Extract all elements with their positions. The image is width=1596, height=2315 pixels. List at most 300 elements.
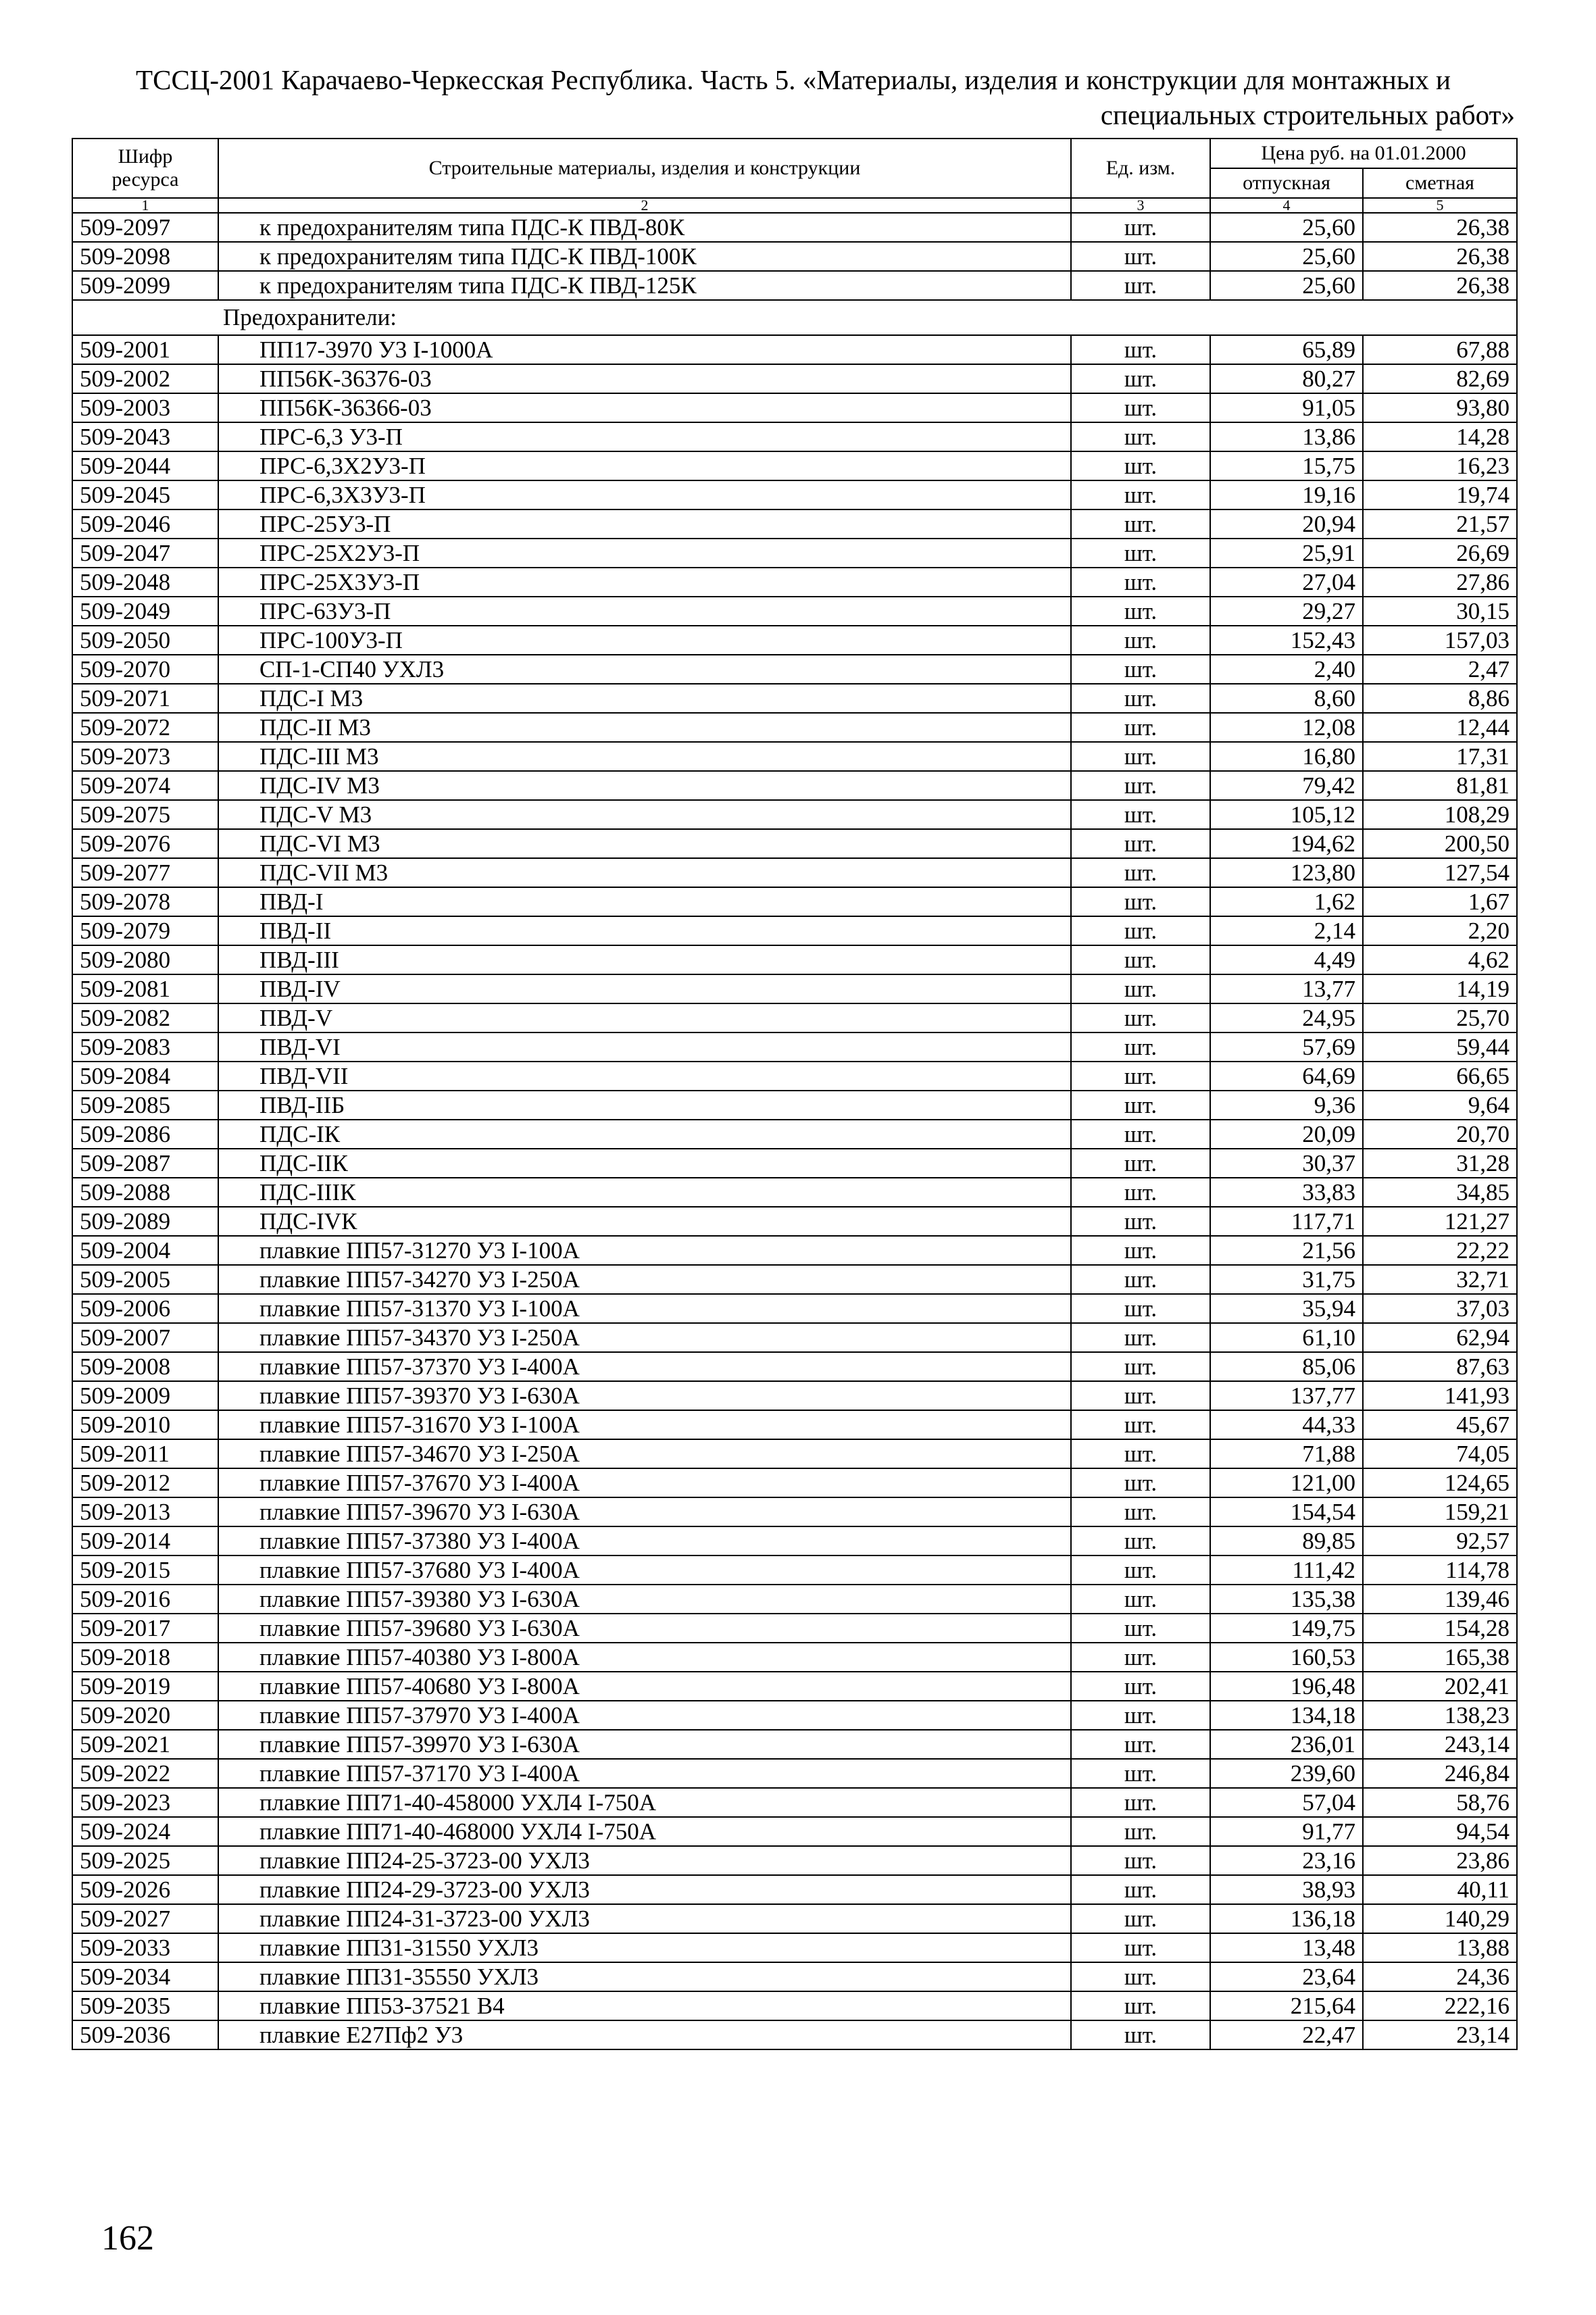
item-unit: шт.	[1071, 887, 1210, 916]
resource-code: 509-2074	[72, 771, 218, 800]
item-name: плавкие ПП57-39680 У3 I-630А	[218, 1614, 1071, 1643]
price-estimate: 16,23	[1363, 451, 1517, 480]
header-name: Строительные материалы, изделия и конструкции	[218, 139, 1071, 198]
item-name: плавкие ПП57-34270 У3 I-250А	[218, 1265, 1071, 1294]
item-unit: шт.	[1071, 1265, 1210, 1294]
table-row	[72, 1410, 1517, 1439]
item-unit: шт.	[1071, 1062, 1210, 1091]
price-release: 25,60	[1210, 213, 1363, 242]
price-estimate: 20,70	[1363, 1120, 1517, 1149]
item-unit: шт.	[1071, 568, 1210, 597]
table-row	[72, 800, 1517, 829]
price-release: 21,56	[1210, 1236, 1363, 1265]
item-unit: шт.	[1071, 1991, 1210, 2020]
item-name: к предохранителям типа ПДС-К ПВД-80К	[218, 213, 1071, 242]
price-release: 196,48	[1210, 1672, 1363, 1701]
price-release: 57,04	[1210, 1788, 1363, 1817]
resource-code: 509-2005	[72, 1265, 218, 1294]
price-estimate: 45,67	[1363, 1410, 1517, 1439]
price-release: 194,62	[1210, 829, 1363, 858]
resource-code: 509-2019	[72, 1672, 218, 1701]
price-release: 123,80	[1210, 858, 1363, 887]
price-release: 135,38	[1210, 1585, 1363, 1614]
price-release: 24,95	[1210, 1003, 1363, 1032]
price-estimate: 222,16	[1363, 1991, 1517, 2020]
table-row	[72, 509, 1517, 539]
resource-code: 509-2006	[72, 1294, 218, 1323]
table-row	[72, 1178, 1517, 1207]
item-unit: шт.	[1071, 364, 1210, 393]
item-name: ПДС-IVК	[218, 1207, 1071, 1236]
item-unit: шт.	[1071, 1672, 1210, 1701]
table-row	[72, 1003, 1517, 1032]
resource-code: 509-2013	[72, 1497, 218, 1526]
item-name: плавкие ПП57-37670 У3 I-400А	[218, 1468, 1071, 1497]
resource-code: 509-2001	[72, 335, 218, 364]
item-name: ПДС-III М3	[218, 742, 1071, 771]
column-number: 1	[72, 198, 218, 213]
item-name: плавкие ПП24-25-3723-00 УХЛ3	[218, 1846, 1071, 1875]
item-unit: шт.	[1071, 1178, 1210, 1207]
item-name: плавкие ПП57-39370 У3 I-630А	[218, 1381, 1071, 1410]
item-name: плавкие ПП57-34670 У3 I-250А	[218, 1439, 1071, 1468]
table-row	[72, 1846, 1517, 1875]
table-row	[72, 829, 1517, 858]
table-row	[72, 1381, 1517, 1410]
price-estimate: 26,38	[1363, 242, 1517, 271]
price-release: 91,05	[1210, 393, 1363, 422]
item-name: плавкие ПП57-40680 У3 I-800А	[218, 1672, 1071, 1701]
resource-code: 509-2009	[72, 1381, 218, 1410]
price-release: 8,60	[1210, 684, 1363, 713]
table-row	[72, 242, 1517, 271]
table-row	[72, 1933, 1517, 1962]
resource-code: 509-2002	[72, 364, 218, 393]
item-unit: шт.	[1071, 1846, 1210, 1875]
price-release: 13,48	[1210, 1933, 1363, 1962]
item-unit: шт.	[1071, 684, 1210, 713]
resource-code: 509-2089	[72, 1207, 218, 1236]
table-row	[72, 1643, 1517, 1672]
item-name: плавкие ПП57-40380 У3 I-800А	[218, 1643, 1071, 1672]
price-release: 61,10	[1210, 1323, 1363, 1352]
item-unit: шт.	[1071, 1643, 1210, 1672]
item-unit: шт.	[1071, 422, 1210, 451]
item-unit: шт.	[1071, 1032, 1210, 1062]
item-name: ПВД-V	[218, 1003, 1071, 1032]
item-unit: шт.	[1071, 271, 1210, 300]
table-row	[72, 1439, 1517, 1468]
price-release: 29,27	[1210, 597, 1363, 626]
table-row	[72, 422, 1517, 451]
price-estimate: 58,76	[1363, 1788, 1517, 1817]
item-unit: шт.	[1071, 335, 1210, 364]
price-estimate: 31,28	[1363, 1149, 1517, 1178]
table-row	[72, 1265, 1517, 1294]
price-estimate: 67,88	[1363, 335, 1517, 364]
resource-code: 509-2023	[72, 1788, 218, 1817]
table-row	[72, 1032, 1517, 1062]
table-row	[72, 1526, 1517, 1555]
price-release: 215,64	[1210, 1991, 1363, 2020]
price-release: 91,77	[1210, 1817, 1363, 1846]
price-estimate: 19,74	[1363, 480, 1517, 509]
price-release: 25,91	[1210, 539, 1363, 568]
item-unit: шт.	[1071, 1149, 1210, 1178]
item-name: плавкие ПП57-37370 У3 I-400А	[218, 1352, 1071, 1381]
price-release: 85,06	[1210, 1352, 1363, 1381]
item-name: плавкие ПП57-31270 У3 I-100А	[218, 1236, 1071, 1265]
price-estimate: 92,57	[1363, 1526, 1517, 1555]
price-estimate: 93,80	[1363, 393, 1517, 422]
resource-code: 509-2045	[72, 480, 218, 509]
resource-code: 509-2011	[72, 1439, 218, 1468]
item-unit: шт.	[1071, 1236, 1210, 1265]
item-unit: шт.	[1071, 829, 1210, 858]
price-estimate: 34,85	[1363, 1178, 1517, 1207]
price-release: 19,16	[1210, 480, 1363, 509]
price-release: 105,12	[1210, 800, 1363, 829]
table-row	[72, 1788, 1517, 1817]
resource-code: 509-2078	[72, 887, 218, 916]
price-release: 89,85	[1210, 1526, 1363, 1555]
item-unit: шт.	[1071, 916, 1210, 945]
table-row	[72, 1904, 1517, 1933]
resource-code: 509-2080	[72, 945, 218, 974]
resource-code: 509-2007	[72, 1323, 218, 1352]
price-estimate: 66,65	[1363, 1062, 1517, 1091]
resource-code: 509-2072	[72, 713, 218, 742]
item-name: ПРС-100У3-П	[218, 626, 1071, 655]
item-unit: шт.	[1071, 1614, 1210, 1643]
price-release: 160,53	[1210, 1643, 1363, 1672]
column-number: 5	[1363, 198, 1517, 213]
item-name: ПДС-I М3	[218, 684, 1071, 713]
price-release: 22,47	[1210, 2020, 1363, 2049]
resource-code: 509-2035	[72, 1991, 218, 2020]
price-release: 44,33	[1210, 1410, 1363, 1439]
table-row	[72, 858, 1517, 887]
item-name: ПРС-25У3-П	[218, 509, 1071, 539]
resource-code: 509-2088	[72, 1178, 218, 1207]
price-estimate: 17,31	[1363, 742, 1517, 771]
item-name: плавкие ПП57-39970 У3 I-630А	[218, 1730, 1071, 1759]
section-title: Предохранители:	[72, 300, 1517, 335]
price-estimate: 114,78	[1363, 1555, 1517, 1585]
resource-code: 509-2014	[72, 1526, 218, 1555]
table-row	[72, 1817, 1517, 1846]
price-estimate: 157,03	[1363, 626, 1517, 655]
item-name: ПДС-IV М3	[218, 771, 1071, 800]
table-row	[72, 1323, 1517, 1352]
item-name: ПРС-6,3Х3У3-П	[218, 480, 1071, 509]
resource-code: 509-2048	[72, 568, 218, 597]
item-unit: шт.	[1071, 1120, 1210, 1149]
table-row	[72, 916, 1517, 945]
resource-code: 509-2015	[72, 1555, 218, 1585]
table-row	[72, 271, 1517, 300]
price-estimate: 124,65	[1363, 1468, 1517, 1497]
item-name: ПРС-6,3Х2У3-П	[218, 451, 1071, 480]
table-row	[72, 713, 1517, 742]
price-release: 20,94	[1210, 509, 1363, 539]
price-estimate: 74,05	[1363, 1439, 1517, 1468]
table-row	[72, 1091, 1517, 1120]
price-estimate: 37,03	[1363, 1294, 1517, 1323]
price-release: 12,08	[1210, 713, 1363, 742]
item-name: СП-1-СП40 УХЛ3	[218, 655, 1071, 684]
item-unit: шт.	[1071, 1788, 1210, 1817]
price-estimate: 141,93	[1363, 1381, 1517, 1410]
price-estimate: 87,63	[1363, 1352, 1517, 1381]
resource-code: 509-2003	[72, 393, 218, 422]
table-row	[72, 1236, 1517, 1265]
item-unit: шт.	[1071, 1875, 1210, 1904]
table-row	[72, 887, 1517, 916]
resource-code: 509-2097	[72, 213, 218, 242]
item-name: плавкие ПП57-31370 У3 I-100А	[218, 1294, 1071, 1323]
resource-code: 509-2077	[72, 858, 218, 887]
price-estimate: 26,69	[1363, 539, 1517, 568]
table-row	[72, 771, 1517, 800]
item-name: ПДС-VI М3	[218, 829, 1071, 858]
item-unit: шт.	[1071, 1091, 1210, 1120]
column-number: 3	[1071, 198, 1210, 213]
price-estimate: 14,28	[1363, 422, 1517, 451]
resource-code: 509-2050	[72, 626, 218, 655]
table-row	[72, 2020, 1517, 2049]
table-row	[72, 335, 1517, 364]
item-unit: шт.	[1071, 1701, 1210, 1730]
header-unit: Ед. изм.	[1071, 139, 1210, 198]
item-unit: шт.	[1071, 1381, 1210, 1410]
item-name: плавкие ПП57-37970 У3 I-400А	[218, 1701, 1071, 1730]
table-row	[72, 945, 1517, 974]
page-title	[72, 62, 1515, 132]
price-release: 13,86	[1210, 422, 1363, 451]
table-row	[72, 1759, 1517, 1788]
resource-code: 509-2024	[72, 1817, 218, 1846]
item-name: ПРС-6,3 У3-П	[218, 422, 1071, 451]
resource-code: 509-2026	[72, 1875, 218, 1904]
item-name: ПРС-63У3-П	[218, 597, 1071, 626]
item-unit: шт.	[1071, 1294, 1210, 1323]
price-release: 13,77	[1210, 974, 1363, 1003]
price-estimate: 2,47	[1363, 655, 1517, 684]
item-name: ПП17-3970 У3 I-1000А	[218, 335, 1071, 364]
item-unit: шт.	[1071, 451, 1210, 480]
page-number: 162	[101, 2219, 154, 2258]
price-release: 25,60	[1210, 242, 1363, 271]
resource-code: 509-2071	[72, 684, 218, 713]
price-table	[72, 138, 1518, 2050]
item-name: ПДС-VII М3	[218, 858, 1071, 887]
item-unit: шт.	[1071, 509, 1210, 539]
price-estimate: 23,14	[1363, 2020, 1517, 2049]
resource-code: 509-2099	[72, 271, 218, 300]
item-name: плавкие ПП24-31-3723-00 УХЛ3	[218, 1904, 1071, 1933]
price-release: 57,69	[1210, 1032, 1363, 1062]
price-release: 33,83	[1210, 1178, 1363, 1207]
table-row	[72, 393, 1517, 422]
price-release: 64,69	[1210, 1062, 1363, 1091]
item-unit: шт.	[1071, 771, 1210, 800]
table-row	[72, 480, 1517, 509]
item-name: к предохранителям типа ПДС-К ПВД-125К	[218, 271, 1071, 300]
price-release: 16,80	[1210, 742, 1363, 771]
table-row	[72, 742, 1517, 771]
table-row	[72, 1468, 1517, 1497]
resource-code: 509-2021	[72, 1730, 218, 1759]
item-name: ПП56К-36376-03	[218, 364, 1071, 393]
price-release: 117,71	[1210, 1207, 1363, 1236]
item-unit: шт.	[1071, 858, 1210, 887]
item-unit: шт.	[1071, 2020, 1210, 2049]
price-release: 2,40	[1210, 655, 1363, 684]
price-estimate: 165,38	[1363, 1643, 1517, 1672]
price-estimate: 1,67	[1363, 887, 1517, 916]
price-estimate: 22,22	[1363, 1236, 1517, 1265]
item-name: плавкие ПП31-31550 УХЛ3	[218, 1933, 1071, 1962]
price-estimate: 27,86	[1363, 568, 1517, 597]
resource-code: 509-2073	[72, 742, 218, 771]
price-estimate: 8,86	[1363, 684, 1517, 713]
price-estimate: 139,46	[1363, 1585, 1517, 1614]
table-row	[72, 1149, 1517, 1178]
item-name: ПДС-IIК	[218, 1149, 1071, 1178]
item-unit: шт.	[1071, 1003, 1210, 1032]
item-name: плавкие ПП71-40-468000 УХЛ4 I-750А	[218, 1817, 1071, 1846]
resource-code: 509-2018	[72, 1643, 218, 1672]
item-name: к предохранителям типа ПДС-К ПВД-100К	[218, 242, 1071, 271]
item-name: плавкие ПП57-39380 У3 I-630А	[218, 1585, 1071, 1614]
item-name: ПВД-I	[218, 887, 1071, 916]
table-row	[72, 364, 1517, 393]
item-name: ПВД-VI	[218, 1032, 1071, 1062]
item-name: плавкие ПП71-40-458000 УХЛ4 I-750А	[218, 1788, 1071, 1817]
table-row	[72, 626, 1517, 655]
header-price-release: отпускная	[1210, 168, 1363, 198]
resource-code: 509-2020	[72, 1701, 218, 1730]
table-row	[72, 1352, 1517, 1381]
price-release: 71,88	[1210, 1439, 1363, 1468]
item-name: плавкие ПП57-31670 У3 I-100А	[218, 1410, 1071, 1439]
table-row	[72, 597, 1517, 626]
price-release: 236,01	[1210, 1730, 1363, 1759]
item-name: плавкие ПП57-37380 У3 I-400А	[218, 1526, 1071, 1555]
price-release: 9,36	[1210, 1091, 1363, 1120]
price-estimate: 14,19	[1363, 974, 1517, 1003]
price-estimate: 140,29	[1363, 1904, 1517, 1933]
price-release: 15,75	[1210, 451, 1363, 480]
price-release: 65,89	[1210, 335, 1363, 364]
resource-code: 509-2098	[72, 242, 218, 271]
price-estimate: 26,38	[1363, 271, 1517, 300]
resource-code: 509-2086	[72, 1120, 218, 1149]
price-estimate: 94,54	[1363, 1817, 1517, 1846]
price-estimate: 30,15	[1363, 597, 1517, 626]
table-row	[72, 974, 1517, 1003]
item-unit: шт.	[1071, 713, 1210, 742]
price-estimate: 82,69	[1363, 364, 1517, 393]
resource-code: 509-2017	[72, 1614, 218, 1643]
resource-code: 509-2083	[72, 1032, 218, 1062]
price-release: 27,04	[1210, 568, 1363, 597]
table-row	[72, 1991, 1517, 2020]
resource-code: 509-2079	[72, 916, 218, 945]
item-name: плавкие Е27Пф2 У3	[218, 2020, 1071, 2049]
item-unit: шт.	[1071, 1962, 1210, 1991]
price-estimate: 2,20	[1363, 916, 1517, 945]
price-estimate: 81,81	[1363, 771, 1517, 800]
table-row	[72, 1962, 1517, 1991]
item-unit: шт.	[1071, 974, 1210, 1003]
item-name: ПВД-II	[218, 916, 1071, 945]
price-release: 20,09	[1210, 1120, 1363, 1149]
item-unit: шт.	[1071, 1323, 1210, 1352]
item-unit: шт.	[1071, 1439, 1210, 1468]
table-row	[72, 213, 1517, 242]
item-unit: шт.	[1071, 945, 1210, 974]
header-price-estimate: сметная	[1363, 168, 1517, 198]
resource-code: 509-2085	[72, 1091, 218, 1120]
item-unit: шт.	[1071, 1468, 1210, 1497]
item-unit: шт.	[1071, 1526, 1210, 1555]
item-unit: шт.	[1071, 1497, 1210, 1526]
price-release: 30,37	[1210, 1149, 1363, 1178]
item-name: ПДС-V М3	[218, 800, 1071, 829]
price-estimate: 62,94	[1363, 1323, 1517, 1352]
price-estimate: 243,14	[1363, 1730, 1517, 1759]
resource-code: 509-2025	[72, 1846, 218, 1875]
table-row	[72, 1207, 1517, 1236]
header-price: Цена руб. на 01.01.2000	[1210, 139, 1517, 168]
price-estimate: 24,36	[1363, 1962, 1517, 1991]
item-name: ПДС-IК	[218, 1120, 1071, 1149]
section-row	[72, 300, 1517, 335]
resource-code: 509-2016	[72, 1585, 218, 1614]
price-release: 23,16	[1210, 1846, 1363, 1875]
resource-code: 509-2008	[72, 1352, 218, 1381]
price-release: 38,93	[1210, 1875, 1363, 1904]
price-release: 31,75	[1210, 1265, 1363, 1294]
price-estimate: 159,21	[1363, 1497, 1517, 1526]
price-estimate: 202,41	[1363, 1672, 1517, 1701]
table-row	[72, 684, 1517, 713]
resource-code: 509-2044	[72, 451, 218, 480]
item-name: ПВД-IV	[218, 974, 1071, 1003]
table-row	[72, 1294, 1517, 1323]
item-unit: шт.	[1071, 1352, 1210, 1381]
resource-code: 509-2082	[72, 1003, 218, 1032]
resource-code: 509-2047	[72, 539, 218, 568]
resource-code: 509-2034	[72, 1962, 218, 1991]
table-row	[72, 1120, 1517, 1149]
item-name: плавкие ПП24-29-3723-00 УХЛ3	[218, 1875, 1071, 1904]
table-row	[72, 1497, 1517, 1526]
resource-code: 509-2075	[72, 800, 218, 829]
resource-code: 509-2084	[72, 1062, 218, 1091]
item-name: ПРС-25Х2У3-П	[218, 539, 1071, 568]
item-unit: шт.	[1071, 393, 1210, 422]
price-estimate: 23,86	[1363, 1846, 1517, 1875]
item-name: плавкие ПП57-37680 У3 I-400А	[218, 1555, 1071, 1585]
item-name: плавкие ПП57-34370 У3 I-250А	[218, 1323, 1071, 1352]
resource-code: 509-2076	[72, 829, 218, 858]
item-name: плавкие ПП31-35550 УХЛ3	[218, 1962, 1071, 1991]
item-unit: шт.	[1071, 1759, 1210, 1788]
price-estimate: 108,29	[1363, 800, 1517, 829]
